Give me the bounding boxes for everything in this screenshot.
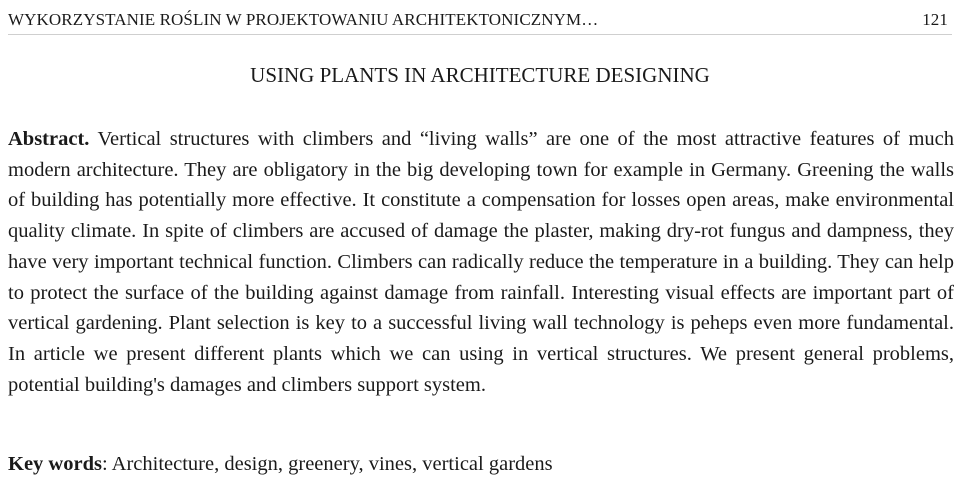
paper-title: USING PLANTS IN ARCHITECTURE DESIGNING	[250, 63, 710, 87]
abstract-text: Vertical structures with climbers and “living walls” are one of the most attractive features of much modern architecture. They are obligatory in the big developing town for example in Germany. Greening the walls of building has potentially more effective. It constitute a compensation for losses open areas, make environmental quality climate. In spite of climbers are accused of damage the plaster, making dry-rot fungus and dampness, they have very important technical function. Climbers can radically reduce the temperature in a building. They can help to protect the surface of the building against damage from rainfall. Interesting visual effects are important part of vertical gardening. Plant selection is key to a successful living wall technology is peheps even more fundamental. In article we present different plants which we can using in vertical structures. We present general problems, potential building's damages and climbers support system.	[8, 128, 954, 396]
page-number: 121	[922, 10, 948, 29]
abstract-label: Abstract.	[8, 128, 90, 150]
running-header	[8, 6, 952, 35]
keywords-text: Architecture, design, greenery, vines, vertical gardens	[111, 453, 553, 475]
keywords-separator: :	[101, 453, 112, 475]
keywords-label: Key words	[8, 453, 102, 475]
running-title: WYKORZYSTANIE ROŚLIN W PROJEKTOWANIU ARCHITEKTONICZNYM…	[8, 10, 599, 29]
keywords	[8, 450, 954, 478]
abstract	[8, 124, 954, 400]
